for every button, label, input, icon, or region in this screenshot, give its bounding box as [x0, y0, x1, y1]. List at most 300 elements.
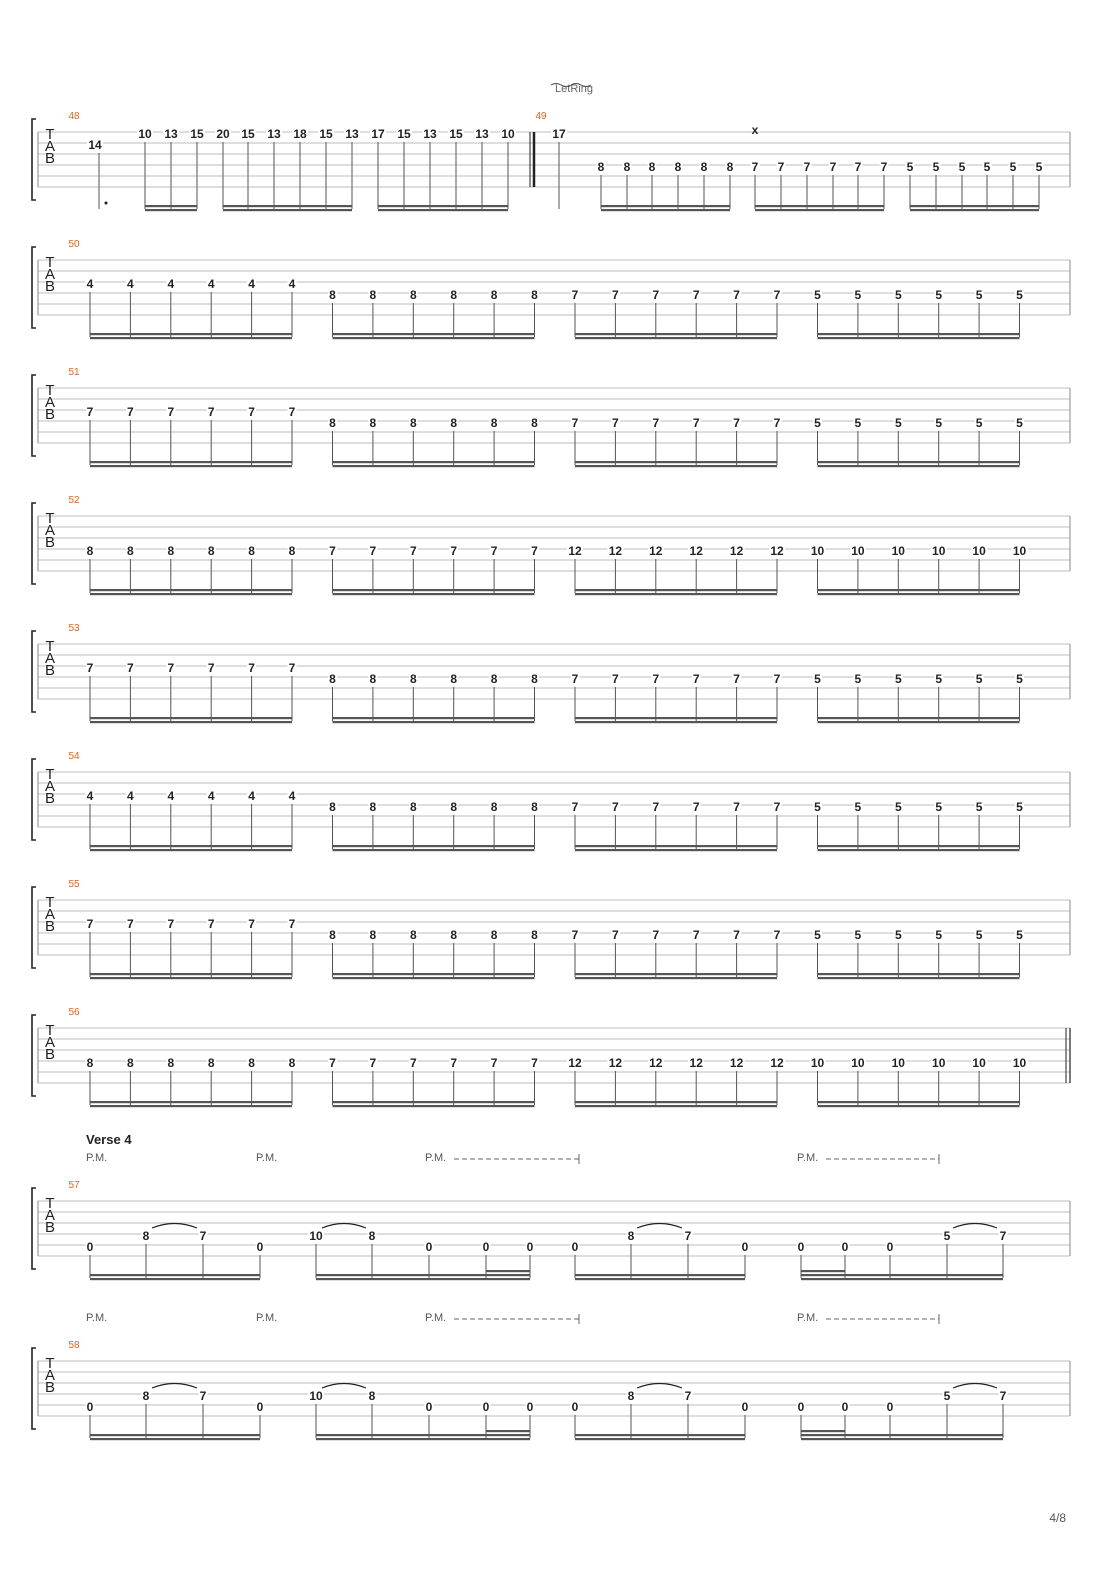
fret-number: 15 — [449, 127, 463, 141]
fret-number: 7 — [571, 928, 579, 942]
fret-number: 5 — [975, 416, 983, 430]
fret-number: 12 — [608, 1056, 623, 1070]
fret-number: 8 — [329, 288, 336, 302]
fret-number: 7 — [167, 917, 175, 931]
beam — [818, 589, 1020, 591]
tab-clef-letter: T — [45, 1195, 55, 1212]
tie-arc — [953, 1224, 997, 1229]
system-bracket — [32, 759, 36, 840]
fret-number: 0 — [86, 1400, 94, 1414]
beam — [333, 337, 535, 339]
fret-number: 7 — [612, 672, 619, 686]
fret-number: 7 — [409, 1056, 417, 1070]
fret-number: 8 — [490, 672, 498, 686]
palm-mute-label: P.M. — [425, 1152, 447, 1164]
fret-number: 0 — [886, 1240, 894, 1254]
fret-number: 15 — [241, 127, 255, 141]
system-bracket — [32, 887, 36, 968]
measure-number: 49 — [535, 111, 547, 122]
system-bracket — [32, 503, 36, 584]
fret-number: 15 — [319, 127, 333, 141]
fret-number: 10 — [309, 1229, 323, 1243]
beam — [378, 209, 508, 211]
fret-number: 13 — [475, 127, 489, 141]
fret-number: 10 — [810, 544, 825, 558]
fret-number: 15 — [397, 127, 411, 141]
fret-number: 8 — [167, 1056, 175, 1070]
fret-number: 7 — [490, 544, 498, 558]
palm-mute-label: P.M. — [797, 1152, 819, 1164]
tab-clef-letter: B — [44, 150, 56, 167]
tab-clef-letter: A — [44, 138, 56, 155]
fret-number: 10 — [309, 1389, 323, 1403]
tab-clef-letter: A — [44, 650, 56, 667]
fret-number: 7 — [880, 160, 888, 174]
fret-number: 10 — [932, 544, 946, 558]
fret-number: 7 — [829, 160, 837, 174]
beam — [755, 209, 884, 211]
fret-number: 7 — [733, 672, 740, 686]
system-bracket — [32, 631, 36, 712]
fret-number: 8 — [142, 1229, 150, 1243]
fret-number: 7 — [86, 661, 94, 675]
fret-number: 4 — [207, 277, 215, 291]
tab-clef-letter: T — [45, 510, 55, 527]
fret-number: 5 — [894, 672, 902, 686]
beam — [575, 465, 777, 467]
tab-clef-letter: A — [44, 266, 56, 283]
fret-number: 8 — [368, 1389, 376, 1403]
beam — [90, 1438, 260, 1440]
fret-number: 10 — [1012, 544, 1027, 558]
fret-number: 7 — [571, 672, 579, 686]
fret-number: 7 — [248, 917, 255, 931]
tie-arc — [637, 1224, 682, 1229]
fret-number: 7 — [207, 661, 215, 675]
beam — [90, 845, 292, 847]
fret-number: 7 — [692, 416, 700, 430]
measure-number: 53 — [68, 623, 80, 634]
fret-number: 7 — [199, 1389, 207, 1403]
let-ring-label: LetRing — [555, 83, 593, 95]
fret-number: 7 — [207, 917, 215, 931]
fret-number: 12 — [689, 544, 703, 558]
fret-number: 8 — [409, 416, 417, 430]
beam — [316, 1278, 530, 1280]
fret-number: 13 — [267, 127, 281, 141]
system-7 — [32, 879, 1070, 979]
measure-number: 54 — [68, 751, 80, 762]
beam — [90, 1434, 260, 1436]
fret-number: 0 — [797, 1400, 805, 1414]
fret-number: 5 — [854, 928, 862, 942]
beam — [910, 209, 1039, 211]
fret-number: 8 — [450, 800, 458, 814]
beam — [333, 333, 535, 335]
fret-number: 7 — [999, 1229, 1007, 1243]
system-bracket — [32, 119, 36, 200]
fret-number: 8 — [167, 544, 175, 558]
fret-number: 0 — [86, 1240, 94, 1254]
fret-number: 5 — [1016, 672, 1023, 686]
tab-clef-letter: A — [44, 522, 56, 539]
beam — [90, 721, 292, 723]
fret-number: 10 — [972, 544, 986, 558]
fret-number: 4 — [167, 789, 175, 803]
dot — [105, 202, 108, 205]
beam — [575, 1105, 777, 1107]
beam — [818, 1101, 1020, 1103]
beam — [333, 589, 535, 591]
system-bracket — [32, 375, 36, 456]
beam — [333, 845, 535, 847]
palm-mute-label: P.M. — [797, 1312, 819, 1324]
beam — [818, 465, 1020, 467]
fret-number: 14 — [88, 138, 102, 152]
beam — [818, 845, 1020, 847]
fret-number: 5 — [958, 160, 966, 174]
beam — [801, 1438, 1003, 1440]
fret-number: 7 — [199, 1229, 207, 1243]
tab-clef-letter: B — [44, 278, 56, 295]
fret-number: 7 — [571, 800, 579, 814]
fret-number: 5 — [854, 672, 862, 686]
fret-number: 8 — [369, 928, 377, 942]
fret-number: 5 — [975, 800, 983, 814]
fret-number: 8 — [409, 800, 417, 814]
system-bracket — [32, 1188, 36, 1269]
fret-number: 5 — [983, 160, 991, 174]
tab-clef-letter: B — [44, 1046, 56, 1063]
fret-number: 8 — [369, 288, 377, 302]
fret-number: 4 — [86, 277, 94, 291]
fret-number: 4 — [248, 277, 255, 291]
fret-number: 7 — [248, 661, 255, 675]
beam — [145, 205, 197, 207]
fret-number: 8 — [450, 288, 458, 302]
palm-mute-label: P.M. — [425, 1312, 447, 1324]
fret-number: 8 — [127, 1056, 134, 1070]
beam — [333, 593, 535, 595]
tie-arc — [637, 1384, 682, 1389]
fret-number: 7 — [248, 405, 255, 419]
fret-number: 7 — [288, 405, 296, 419]
beam — [575, 337, 777, 339]
measure-number: 48 — [68, 111, 80, 122]
fret-number: 7 — [531, 544, 538, 558]
fret-number: 12 — [608, 544, 623, 558]
fret-number: 18 — [293, 127, 307, 141]
fret-number: 8 — [86, 1056, 94, 1070]
fret-number: 5 — [1016, 800, 1023, 814]
fret-number: 5 — [932, 160, 940, 174]
fret-number: 5 — [1035, 160, 1043, 174]
fret-number: 7 — [127, 405, 134, 419]
beam — [90, 333, 292, 335]
beam — [90, 461, 292, 463]
fret-number: 7 — [733, 288, 740, 302]
fret-number: 8 — [597, 160, 605, 174]
fret-number: 7 — [652, 928, 660, 942]
fret-number: 5 — [894, 416, 902, 430]
fret-number: 0 — [482, 1400, 490, 1414]
measure-number: 56 — [68, 1007, 80, 1018]
fret-number: 7 — [684, 1229, 692, 1243]
beam — [910, 205, 1039, 207]
fret-number: 5 — [854, 416, 862, 430]
fret-number: 5 — [1009, 160, 1017, 174]
fret-number: 4 — [127, 277, 134, 291]
beam — [90, 849, 292, 851]
fret-number: 5 — [935, 288, 943, 302]
page-number: 4/8 — [1049, 1511, 1066, 1525]
fret-number: 7 — [733, 416, 740, 430]
fret-number: 5 — [1016, 288, 1023, 302]
fret-number: 8 — [329, 928, 336, 942]
tie-arc — [152, 1384, 197, 1389]
fret-number: 0 — [797, 1240, 805, 1254]
beam — [818, 461, 1020, 463]
beam — [90, 589, 292, 591]
beam — [90, 1278, 260, 1280]
palm-mute-label: P.M. — [256, 1152, 278, 1164]
beam — [223, 209, 352, 211]
fret-number: 7 — [288, 661, 296, 675]
fret-number: 7 — [329, 1056, 336, 1070]
fret-number: 0 — [425, 1240, 433, 1254]
dead-note-x: x — [751, 123, 759, 137]
tab-clef-letter: T — [45, 254, 55, 271]
fret-number: 8 — [86, 544, 94, 558]
beam — [575, 1434, 745, 1436]
beam — [601, 209, 730, 211]
fret-number: 8 — [142, 1389, 150, 1403]
fret-number: 5 — [894, 288, 902, 302]
beam — [801, 1274, 1003, 1276]
fret-number: 8 — [207, 544, 215, 558]
system-5 — [32, 623, 1070, 723]
beam — [575, 589, 777, 591]
beam — [575, 849, 777, 851]
fret-number: 7 — [288, 917, 296, 931]
measure-number: 51 — [68, 367, 80, 378]
tab-clef-letter: T — [45, 766, 55, 783]
system-2 — [32, 239, 1070, 339]
fret-number: 7 — [773, 416, 781, 430]
fret-number: 17 — [552, 127, 566, 141]
beam — [333, 717, 535, 719]
beam — [575, 333, 777, 335]
fret-number: 7 — [733, 800, 740, 814]
fret-number: 7 — [773, 288, 781, 302]
fret-number: 13 — [345, 127, 359, 141]
fret-number: 10 — [891, 544, 905, 558]
fret-number: 7 — [450, 1056, 458, 1070]
fret-number: 8 — [531, 416, 538, 430]
palm-mute-label: P.M. — [86, 1152, 108, 1164]
fret-number: 10 — [972, 1056, 986, 1070]
fret-number: 12 — [729, 544, 744, 558]
beam — [90, 593, 292, 595]
beam-16th — [486, 1270, 530, 1272]
beam — [90, 717, 292, 719]
beam — [333, 977, 535, 979]
beam — [333, 721, 535, 723]
fret-number: 8 — [674, 160, 682, 174]
tab-clef-letter: A — [44, 394, 56, 411]
fret-number: 7 — [692, 800, 700, 814]
fret-number: 10 — [851, 1056, 865, 1070]
fret-number: 10 — [1012, 1056, 1027, 1070]
fret-number: 0 — [886, 1400, 894, 1414]
fret-number: 0 — [841, 1400, 849, 1414]
fret-number: 8 — [648, 160, 656, 174]
beam — [333, 1101, 535, 1103]
fret-number: 8 — [288, 544, 296, 558]
tab-clef-letter: T — [45, 1022, 55, 1039]
fret-number: 4 — [167, 277, 175, 291]
tab-clef-letter: A — [44, 1034, 56, 1051]
fret-number: 4 — [207, 789, 215, 803]
fret-number: 12 — [568, 544, 582, 558]
fret-number: 7 — [854, 160, 862, 174]
fret-number: 4 — [248, 789, 255, 803]
fret-number: 7 — [409, 544, 417, 558]
fret-number: 5 — [854, 288, 862, 302]
beam — [818, 333, 1020, 335]
tab-clef-letter: T — [45, 638, 55, 655]
fret-number: 8 — [490, 288, 498, 302]
fret-number: 8 — [409, 288, 417, 302]
fret-number: 5 — [975, 928, 983, 942]
measure-number: 55 — [68, 879, 80, 890]
fret-number: 5 — [975, 672, 983, 686]
fret-number: 5 — [906, 160, 914, 174]
fret-number: 13 — [164, 127, 178, 141]
tab-clef-letter: B — [44, 1219, 56, 1236]
beam — [601, 205, 730, 207]
system-1 — [32, 83, 1070, 211]
beam — [145, 209, 197, 211]
fret-number: 0 — [526, 1400, 534, 1414]
fret-number: 8 — [450, 672, 458, 686]
system-8 — [32, 1007, 1070, 1107]
system-4 — [32, 495, 1070, 595]
tab-clef-letter: T — [45, 126, 55, 143]
fret-number: 8 — [369, 800, 377, 814]
fret-number: 4 — [127, 789, 134, 803]
fret-number: 7 — [127, 917, 134, 931]
beam — [333, 973, 535, 975]
beam — [575, 977, 777, 979]
beam — [818, 593, 1020, 595]
fret-number: 8 — [531, 928, 538, 942]
fret-number: 8 — [627, 1229, 635, 1243]
beam — [316, 1434, 530, 1436]
tab-clef-letter: B — [44, 406, 56, 423]
beam — [378, 205, 508, 207]
tab-clef-letter: A — [44, 906, 56, 923]
fret-number: 8 — [409, 928, 417, 942]
fret-number: 5 — [943, 1229, 951, 1243]
fret-number: 0 — [571, 1400, 579, 1414]
tab-clef-letter: B — [44, 918, 56, 935]
beam — [333, 849, 535, 851]
fret-number: 5 — [935, 672, 943, 686]
fret-number: 8 — [409, 672, 417, 686]
fret-number: 0 — [482, 1240, 490, 1254]
fret-number: 8 — [207, 1056, 215, 1070]
fret-number: 10 — [138, 127, 152, 141]
tab-clef-letter: B — [44, 790, 56, 807]
fret-number: 0 — [526, 1240, 534, 1254]
fret-number: 13 — [423, 127, 437, 141]
fret-number: 8 — [490, 800, 498, 814]
beam — [575, 593, 777, 595]
fret-number: 7 — [684, 1389, 692, 1403]
fret-number: 0 — [841, 1240, 849, 1254]
fret-number: 7 — [167, 405, 175, 419]
fret-number: 10 — [501, 127, 515, 141]
tab-clef-letter: A — [44, 1367, 56, 1384]
fret-number: 12 — [568, 1056, 582, 1070]
fret-number: 8 — [700, 160, 708, 174]
fret-number: 7 — [692, 928, 700, 942]
fret-number: 7 — [773, 928, 781, 942]
fret-number: 10 — [851, 544, 865, 558]
fret-number: 7 — [652, 672, 660, 686]
fret-number: 8 — [369, 672, 377, 686]
fret-number: 8 — [531, 672, 538, 686]
palm-mute-label: P.M. — [86, 1312, 108, 1324]
fret-number: 7 — [612, 416, 619, 430]
beam — [818, 717, 1020, 719]
tab-clef-letter: A — [44, 1207, 56, 1224]
beam — [90, 337, 292, 339]
fret-number: 8 — [450, 416, 458, 430]
fret-number: 5 — [814, 288, 821, 302]
fret-number: 12 — [729, 1056, 744, 1070]
measure-number: 52 — [68, 495, 80, 506]
beam — [575, 973, 777, 975]
fret-number: 4 — [86, 789, 94, 803]
fret-number: 8 — [288, 1056, 296, 1070]
fret-number: 20 — [216, 127, 230, 141]
fret-number: 8 — [127, 544, 134, 558]
tab-clef-letter: B — [44, 1379, 56, 1396]
fret-number: 5 — [814, 928, 821, 942]
fret-number: 0 — [741, 1400, 749, 1414]
system-10 — [32, 1312, 1070, 1440]
fret-number: 5 — [894, 800, 902, 814]
tab-clef-letter: T — [45, 1355, 55, 1372]
fret-number: 8 — [248, 1056, 255, 1070]
fret-number: 12 — [770, 1056, 784, 1070]
fret-number: 0 — [256, 1400, 264, 1414]
beam — [575, 845, 777, 847]
fret-number: 8 — [490, 928, 498, 942]
beam — [575, 1278, 745, 1280]
beam-16th — [486, 1430, 530, 1432]
fret-number: 5 — [854, 800, 862, 814]
fret-number: 7 — [167, 661, 175, 675]
fret-number: 12 — [689, 1056, 703, 1070]
beam — [575, 717, 777, 719]
fret-number: 7 — [612, 800, 619, 814]
beam — [333, 465, 535, 467]
fret-number: 8 — [248, 544, 255, 558]
fret-number: 7 — [86, 917, 94, 931]
